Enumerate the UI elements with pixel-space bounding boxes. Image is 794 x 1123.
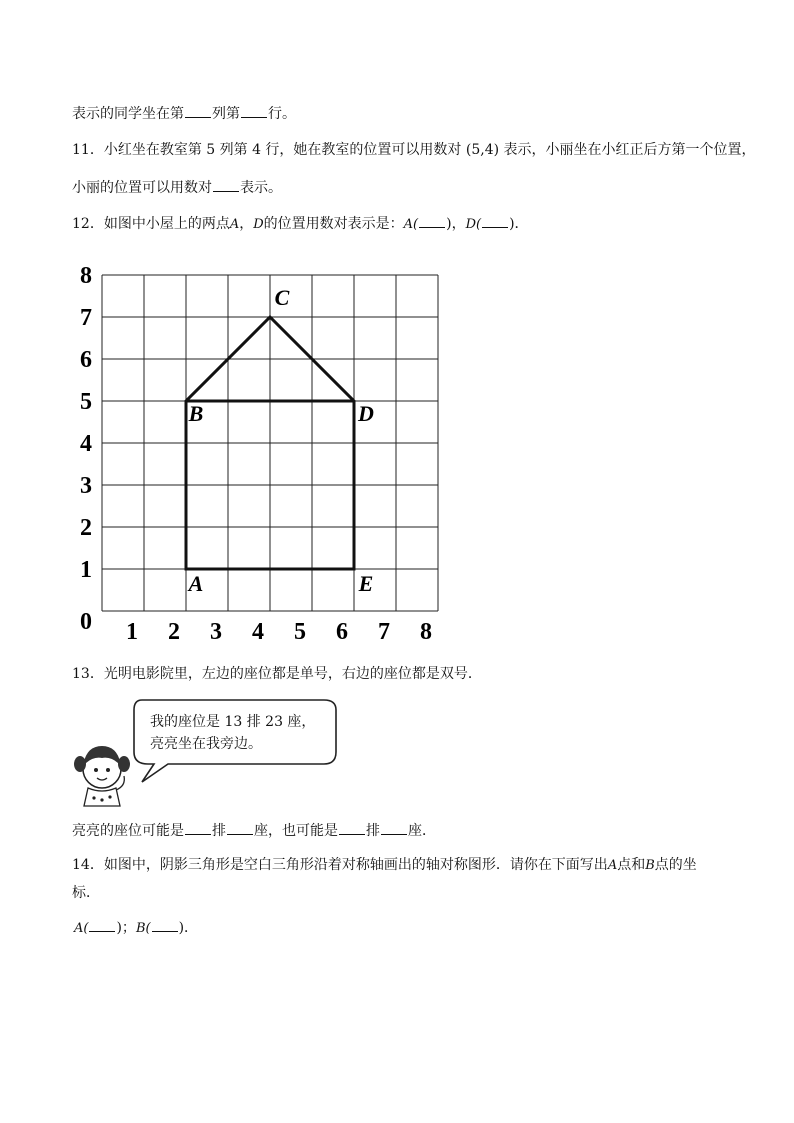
x-tick-label: 3 <box>210 619 222 645</box>
q10-blank-row[interactable] <box>241 103 267 118</box>
q13-blank-seat2[interactable] <box>381 820 407 835</box>
point-label-d: D <box>358 401 374 426</box>
q12-blank-a[interactable] <box>419 213 445 228</box>
q12-point-a: A <box>229 217 240 232</box>
q14-text-b: 点和 <box>617 857 646 873</box>
q12-ans-d-close: )． <box>509 216 529 232</box>
q14-ans-a-open: A( <box>74 921 89 936</box>
point-labels <box>187 285 374 596</box>
x-axis-tick-labels <box>126 619 432 645</box>
q13-intro: 13．光明电影院里，左边的座位都是单号，右边的座位都是双号． <box>72 666 482 682</box>
q12-point-d: D <box>253 217 264 232</box>
q11-text-a: 小丽的位置可以用数对 <box>72 180 212 196</box>
q13-blank-row1[interactable] <box>185 820 211 835</box>
q12-ans-a-close: )， <box>446 216 466 232</box>
q14-ans-b-close: )． <box>178 920 199 936</box>
q12-prefix: 12．如图中小屋上的两点 <box>72 216 230 232</box>
point-label-e: E <box>358 571 374 596</box>
y-tick-label: 1 <box>80 557 92 583</box>
q13-pai2: 排 <box>366 823 380 839</box>
q10-text-mid: 列第 <box>212 106 240 122</box>
q12-ans-a-open: A( <box>403 217 419 232</box>
q12-blank-d[interactable] <box>482 213 508 228</box>
house-grid-figure <box>70 248 450 648</box>
q14-text-a: 14．如图中，阴影三角形是空白三角形沿着对称轴画出的轴对称图形．请你在下面写出 <box>72 857 608 873</box>
q14-point-a: A <box>607 858 618 873</box>
y-tick-label: 0 <box>80 609 92 635</box>
q10-text-a: 表示的同学坐在第 <box>72 106 184 122</box>
y-tick-label: 4 <box>80 431 92 457</box>
q14-text-c: 点的坐 <box>654 857 697 873</box>
point-label-a: A <box>188 571 204 596</box>
q14-ans-b-open: B( <box>135 921 151 936</box>
q13-zuo2: 座． <box>408 823 436 839</box>
x-tick-label: 1 <box>126 619 138 645</box>
bubble-line-2: 亮亮坐在我旁边。 <box>150 736 262 752</box>
q12-sep: ， <box>239 216 254 232</box>
q14-line-1 <box>72 855 697 876</box>
q12-ans-d-open: D( <box>465 217 482 232</box>
q13-ans-a: 亮亮的座位可能是 <box>72 823 184 839</box>
girl-icon <box>74 746 130 806</box>
x-tick-label: 2 <box>168 619 180 645</box>
bubble-line-1: 我的座位是 13 排 23 座， <box>150 714 316 730</box>
speech-bubble-text <box>150 711 315 755</box>
q11-line-1: 11．小红坐在教室第 5 列第 4 行，她在教室的位置可以用数对 (5,4) 表示，小丽坐在小红正后方第一个位置， <box>72 142 756 158</box>
x-tick-label: 6 <box>336 619 348 645</box>
q13-pai1: 排 <box>212 823 226 839</box>
q11-line-2 <box>72 177 282 198</box>
q13-answer-line <box>72 820 436 841</box>
q10-text-b: 行。 <box>268 106 296 122</box>
x-tick-label: 8 <box>420 619 432 645</box>
q14-point-b: B <box>645 858 655 873</box>
grid-lines <box>102 275 438 611</box>
q14-blank-a[interactable] <box>89 917 115 932</box>
y-axis-tick-labels <box>80 263 92 635</box>
q14-blank-b[interactable] <box>152 917 178 932</box>
q12-mid: 的位置用数对表示是： <box>263 216 404 232</box>
q10-line <box>72 103 296 124</box>
q14-ans-a-close: )； <box>116 920 136 936</box>
q10-blank-col[interactable] <box>185 103 211 118</box>
x-tick-label: 7 <box>378 619 390 645</box>
q14-line-2: 标． <box>72 885 100 901</box>
y-tick-label: 6 <box>80 347 92 373</box>
q14-answer-line <box>74 917 198 939</box>
q13-zuo1: 座，也可能是 <box>254 823 338 839</box>
x-tick-label: 4 <box>252 619 264 645</box>
y-tick-label: 2 <box>80 515 92 541</box>
q11-text-b: 表示。 <box>240 180 282 196</box>
q11-blank[interactable] <box>213 177 239 192</box>
point-label-c: C <box>274 285 290 310</box>
y-tick-label: 8 <box>80 263 92 289</box>
q13-blank-seat1[interactable] <box>227 820 253 835</box>
y-tick-label: 5 <box>80 389 92 415</box>
point-label-b: B <box>188 401 204 426</box>
y-tick-label: 3 <box>80 473 92 499</box>
x-tick-label: 5 <box>294 619 306 645</box>
q12-line <box>72 213 529 235</box>
y-tick-label: 7 <box>80 305 92 331</box>
q13-blank-row2[interactable] <box>339 820 365 835</box>
